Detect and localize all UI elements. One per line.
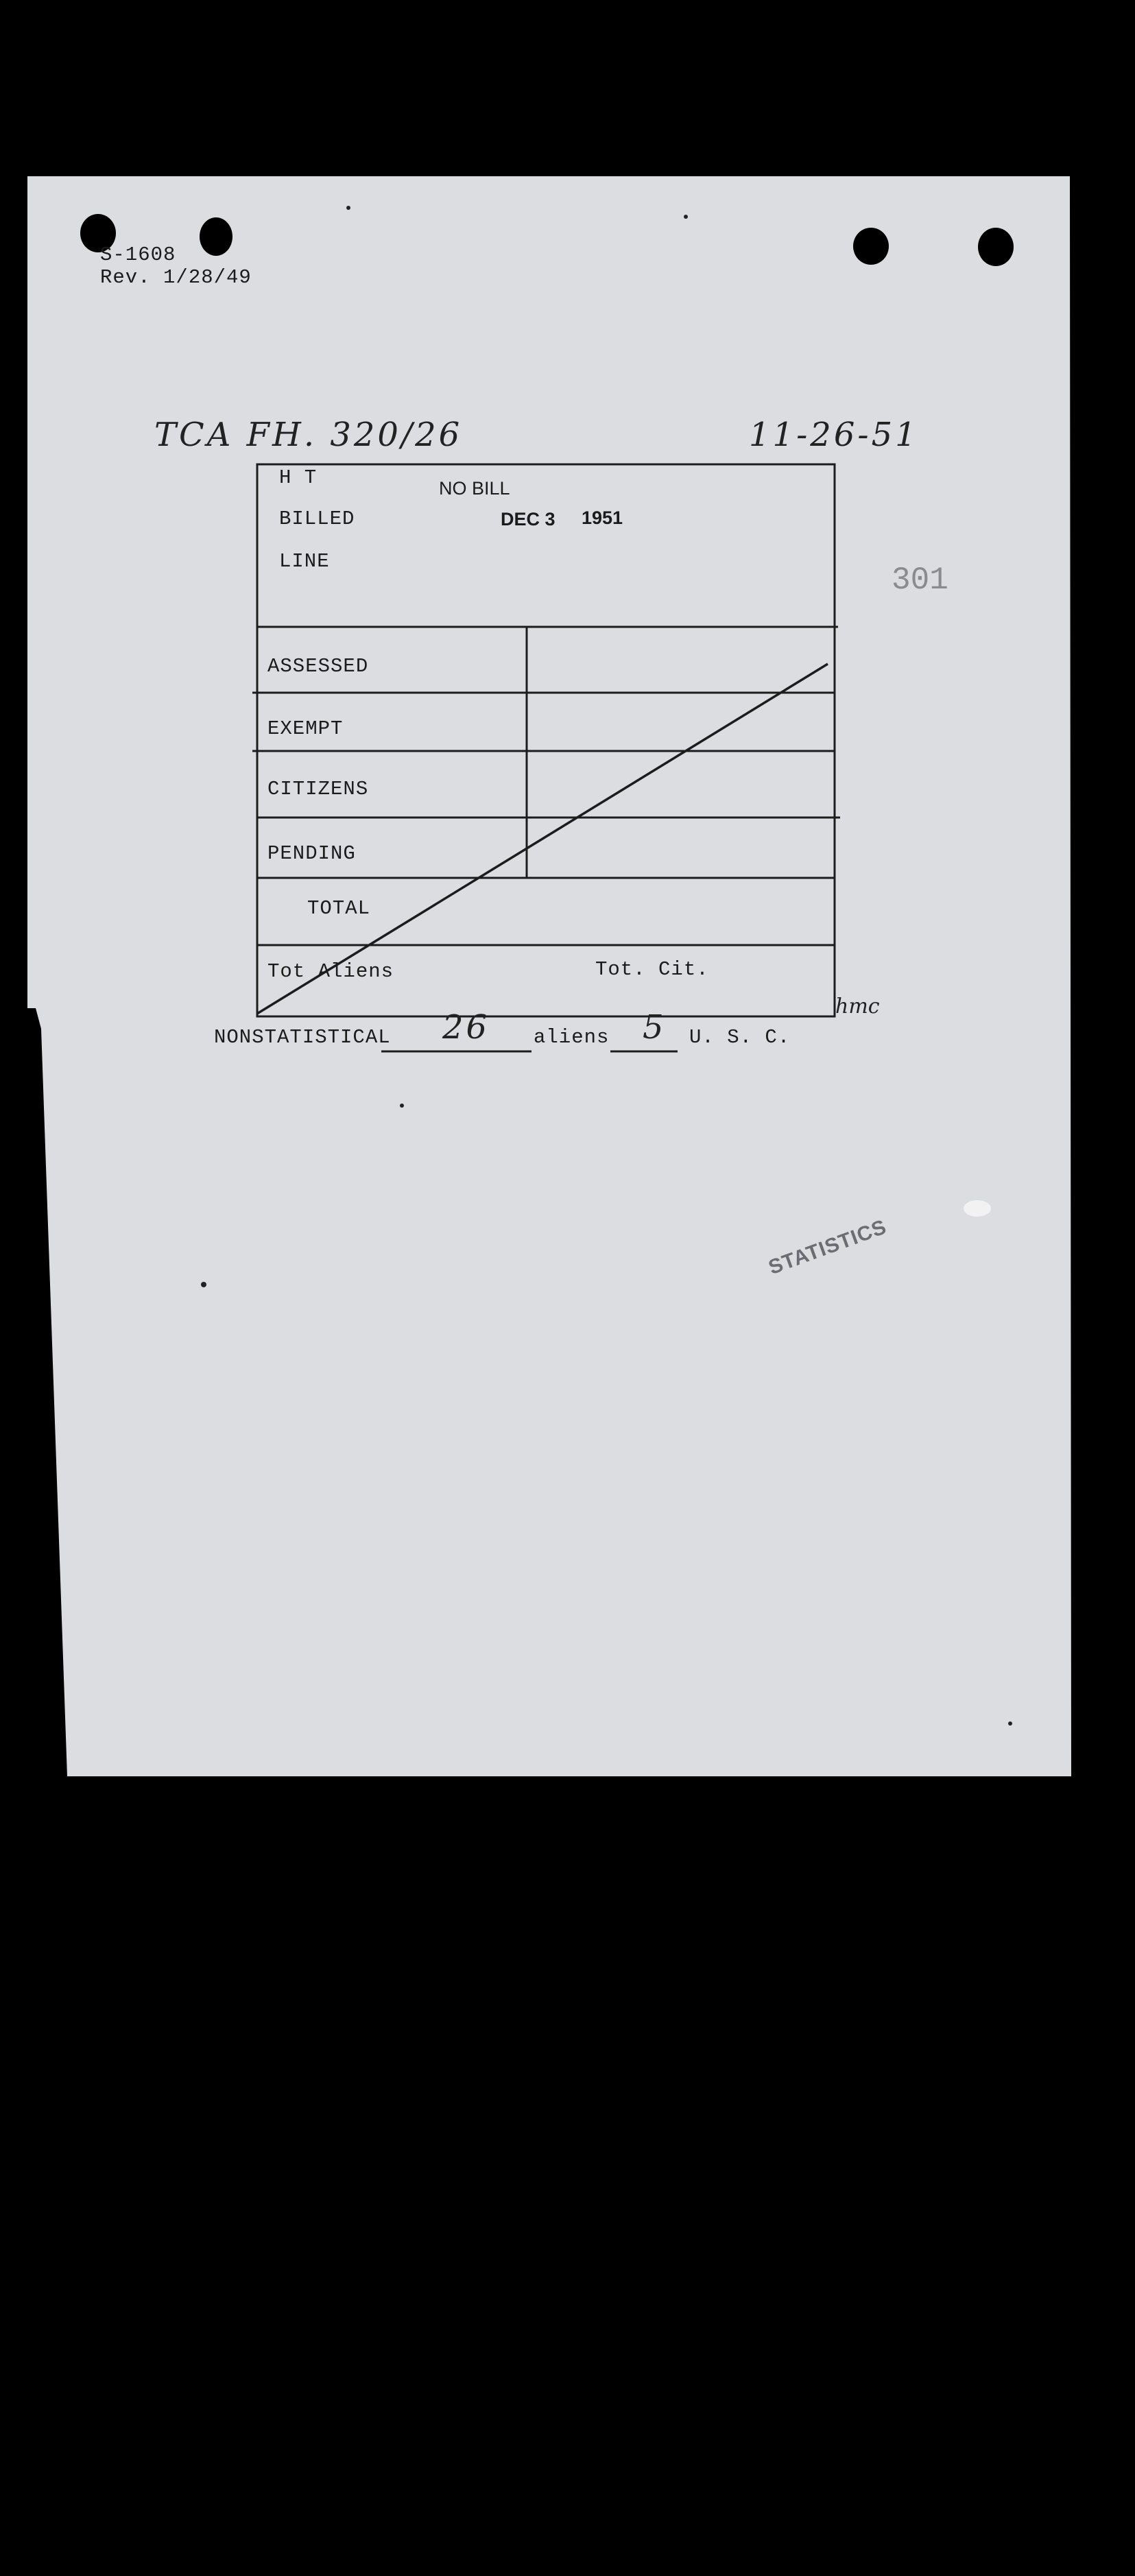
- smudge: [964, 1200, 991, 1217]
- label-citizens: CITIZENS: [267, 778, 369, 800]
- label-nonstatistical: NONSTATISTICAL: [214, 1026, 391, 1049]
- usc-count: 5: [643, 1008, 667, 1047]
- punch-hole-right-2: [978, 228, 1014, 266]
- form-number: S-1608: [100, 243, 176, 266]
- date-stamp: DEC 3: [501, 509, 555, 529]
- punch-hole-right-1: [853, 228, 889, 265]
- speck: [1008, 1721, 1012, 1726]
- label-ht: H T: [279, 466, 318, 489]
- handwritten-date: 11-26-51: [749, 416, 919, 454]
- statistics-stamp: STATISTICS: [765, 1215, 890, 1280]
- label-exempt: EXEMPT: [267, 717, 344, 740]
- no-bill-stamp: NO BILL: [439, 478, 510, 499]
- aliens-count: 26: [442, 1008, 490, 1047]
- label-line: LINE: [279, 550, 330, 573]
- label-assessed: ASSESSED: [267, 655, 369, 678]
- side-number: 301: [892, 562, 948, 598]
- label-aliens: aliens: [534, 1026, 610, 1049]
- speck: [201, 1282, 206, 1287]
- label-billed: BILLED: [279, 508, 355, 530]
- speck: [346, 206, 350, 210]
- handwritten-reference: TCA FH. 320/26: [154, 416, 463, 454]
- label-usc: U. S. C.: [689, 1026, 791, 1049]
- label-pending: PENDING: [267, 842, 356, 865]
- initials: hmc: [835, 994, 880, 1018]
- year-stamp: 1951: [582, 508, 623, 528]
- speck: [400, 1104, 404, 1108]
- form-revision: Rev. 1/28/49: [100, 266, 252, 289]
- label-tot-aliens: Tot Aliens: [267, 960, 394, 983]
- label-tot-cit: Tot. Cit.: [595, 958, 709, 981]
- label-total: TOTAL: [307, 897, 371, 920]
- speck: [684, 215, 688, 219]
- punch-hole-left-2: [200, 217, 232, 256]
